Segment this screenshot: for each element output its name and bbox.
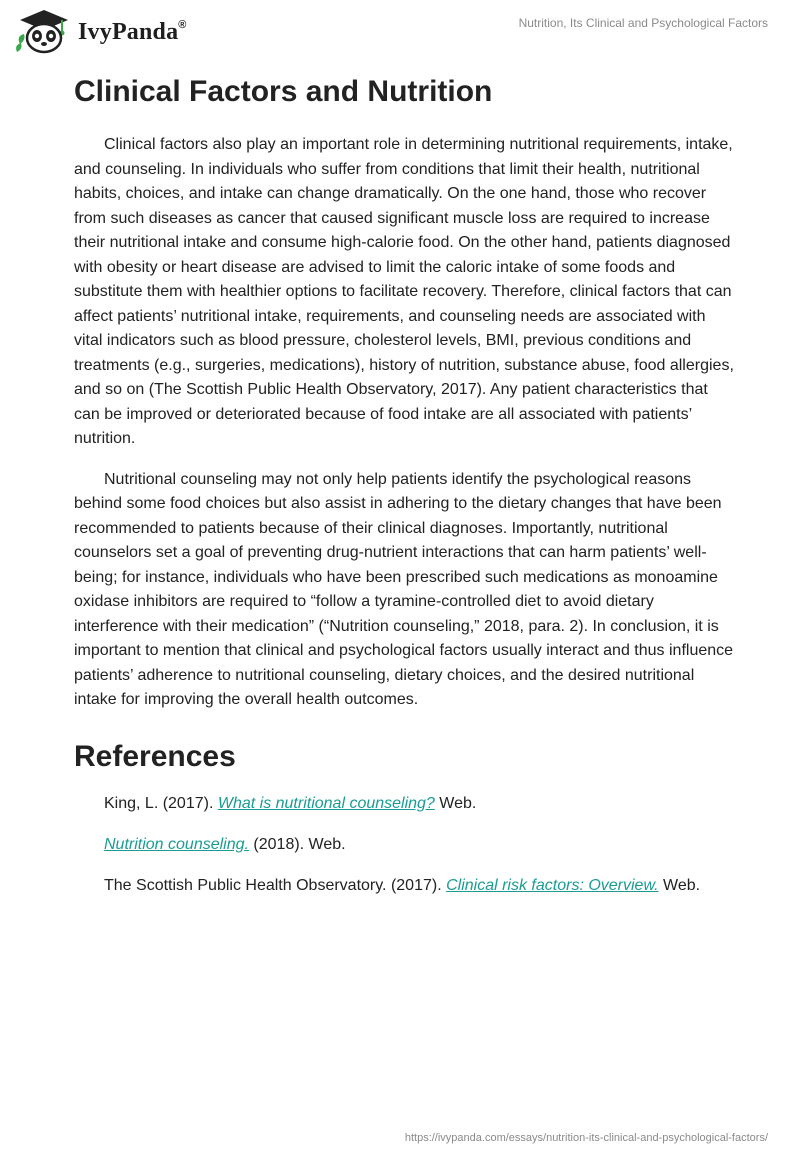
registered-mark: ® bbox=[178, 19, 187, 31]
reference-item bbox=[74, 873, 734, 898]
header-document-title: Nutrition, Its Clinical and Psychological Factors bbox=[518, 16, 768, 30]
body-paragraph: Clinical factors also play an important role in determining nutritional requirements, intake, and counseling. In individuals who suffer from conditions that limit their health, nutritional habits, choices, and intake can change dramatically. On the one hand, those who recover from such diseases as cancer that caused significant muscle loss are required to increase their nutritional intake and consume high-calorie food. On the other hand, patients diagnosed with obesity or heart disease are advised to limit the caloric intake of some foods and substitute them with healthier options to facilitate recovery. Therefore, clinical factors that can affect patients’ nutritional intake, requirements, and counseling needs are associated with vital indicators such as blood pressure, cholesterol levels, BMI, previous conditions and treatments (e.g., surgeries, medications), history of nutrition, substance abuse, food allergies, and so on (The Scottish Public Health Observatory, 2017). Any patient characteristics that can be improved or deteriorated because of food intake are all associated with patients’ nutrition. bbox=[74, 136, 734, 447]
brand-name[interactable] bbox=[78, 19, 187, 46]
section-title: Clinical Factors and Nutrition bbox=[74, 75, 493, 108]
reference-text: (2018). Web. bbox=[248, 835, 346, 853]
body-paragraph: Nutritional counseling may not only help patients identify the psychological reasons behind some food choices but also assist in adhering to the dietary changes that have been recommended to patients because of their clinical diagnoses. Importantly, nutritional counselors set a goal of preventing drug-nutrient interactions that can harm patients’ well-being; for instance, individuals who have been prescribed such medications as monoamine oxidase inhibitors are required to “follow a tyramine-controlled diet to avoid dietary interference with their medication” (“Nutrition counseling,” 2018, para. 2). In conclusion, it is important to mention that clinical and psychological factors usually interact and thus influence patients’ adherence to nutritional counseling, dietary choices, and the desired nutritional intake for improving the overall health outcomes. bbox=[74, 470, 734, 708]
ivypanda-logo-icon[interactable] bbox=[14, 8, 70, 54]
reference-link[interactable]: Nutrition counseling. bbox=[104, 835, 249, 853]
reference-link[interactable]: Clinical risk factors: Overview. bbox=[446, 876, 659, 894]
references-title: References bbox=[74, 739, 236, 773]
reference-item bbox=[74, 791, 734, 816]
reference-item bbox=[74, 832, 734, 857]
reference-text: The Scottish Public Health Observatory. (2017). bbox=[104, 876, 447, 894]
reference-text: Web. bbox=[658, 876, 701, 894]
page-header bbox=[0, 0, 800, 60]
article-content bbox=[74, 70, 734, 898]
reference-text: King, L. (2017). bbox=[104, 794, 218, 812]
reference-text: Web. bbox=[434, 794, 477, 812]
footer-url[interactable]: https://ivypanda.com/essays/nutrition-its-clinical-and-psychological-factors/ bbox=[404, 1132, 768, 1144]
brand-text: IvyPanda bbox=[78, 19, 179, 45]
reference-link[interactable]: What is nutritional counseling? bbox=[217, 794, 435, 812]
